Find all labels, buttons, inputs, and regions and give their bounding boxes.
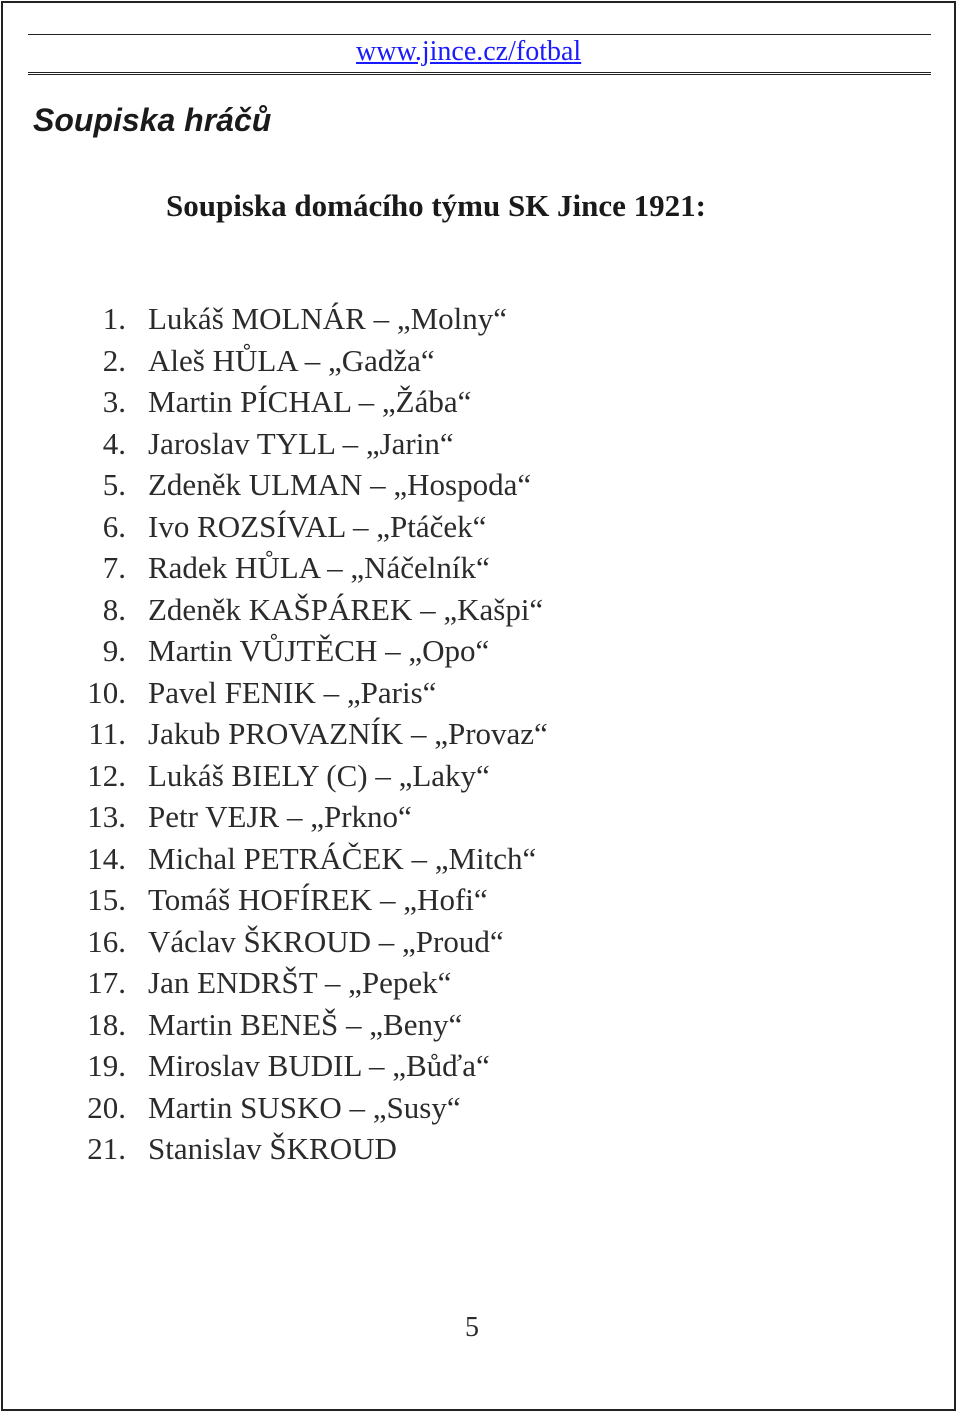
roster-player: Radek HŮLA – „Náčelník“ xyxy=(148,550,490,585)
roster-number: 15. xyxy=(87,882,126,917)
roster-number: 3. xyxy=(102,384,126,419)
roster-player: Miroslav BUDIL – „Bůďa“ xyxy=(148,1048,490,1083)
roster-number: 9. xyxy=(102,633,126,668)
roster-number: 18. xyxy=(87,1006,126,1042)
page-number: 5 xyxy=(465,1312,479,1343)
roster-player: Jakub PROVAZNÍK – „Provaz“ xyxy=(148,716,548,751)
roster-player: Ivo ROZSÍVAL – „Ptáček“ xyxy=(148,508,487,544)
section-title: Soupiska hráčů xyxy=(33,102,272,138)
roster-player: Pavel FENIK – „Paris“ xyxy=(148,674,437,710)
roster-player: Petr VEJR – „Prkno“ xyxy=(148,799,412,834)
roster-player: Stanislav ŠKROUD xyxy=(148,1131,397,1166)
roster-player: Lukáš BIELY (C) – „Laky“ xyxy=(148,757,490,793)
top-rule xyxy=(28,34,931,35)
roster-player: Martin PÍCHAL – „Žába“ xyxy=(148,384,472,419)
roster-player: Václav ŠKROUD – „Proud“ xyxy=(148,923,504,959)
roster-player: Zdeněk ULMAN – „Hospoda“ xyxy=(148,467,532,502)
roster-player: Jan ENDRŠT – „Pepek“ xyxy=(148,965,452,1000)
roster-player: Lukáš MOLNÁR – „Molny“ xyxy=(148,301,508,336)
roster-number: 20. xyxy=(87,1089,126,1125)
site-link[interactable]: www.jince.cz/fotbal xyxy=(356,36,582,67)
roster-number: 2. xyxy=(102,342,126,378)
roster-number: 5. xyxy=(102,467,126,502)
roster-number: 19. xyxy=(87,1048,126,1083)
roster-number: 6. xyxy=(102,508,126,544)
roster-number: 4. xyxy=(102,425,126,461)
roster-number: 8. xyxy=(102,591,126,627)
roster-number: 7. xyxy=(102,550,126,585)
roster-number: 11. xyxy=(88,716,126,751)
roster-player: Martin SUSKO – „Susy“ xyxy=(148,1089,461,1125)
roster-player: Michal PETRÁČEK – „Mitch“ xyxy=(148,840,537,876)
roster-player: Zdeněk KAŠPÁREK – „Kašpi“ xyxy=(148,591,544,627)
roster-number: 1. xyxy=(102,301,126,336)
roster-player: Tomáš HOFÍREK – „Hofi“ xyxy=(148,882,488,917)
roster-number: 14. xyxy=(87,840,126,876)
team-heading: Soupiska domácího týmu SK Jince 1921: xyxy=(166,188,707,223)
roster-number: 17. xyxy=(87,965,126,1000)
roster-player: Jaroslav TYLL – „Jarin“ xyxy=(148,425,454,461)
roster-number: 16. xyxy=(87,923,126,959)
header-rule xyxy=(28,72,931,78)
roster-player: Martin VŮJTĚCH – „Opo“ xyxy=(148,633,490,668)
roster-number: 13. xyxy=(87,799,126,834)
roster-number: 10. xyxy=(87,674,126,710)
roster-player: Aleš HŮLA – „Gadža“ xyxy=(148,342,435,378)
roster-number: 12. xyxy=(87,757,126,793)
roster-player: Martin BENEŠ – „Beny“ xyxy=(148,1006,463,1042)
roster-number: 21. xyxy=(87,1131,126,1166)
